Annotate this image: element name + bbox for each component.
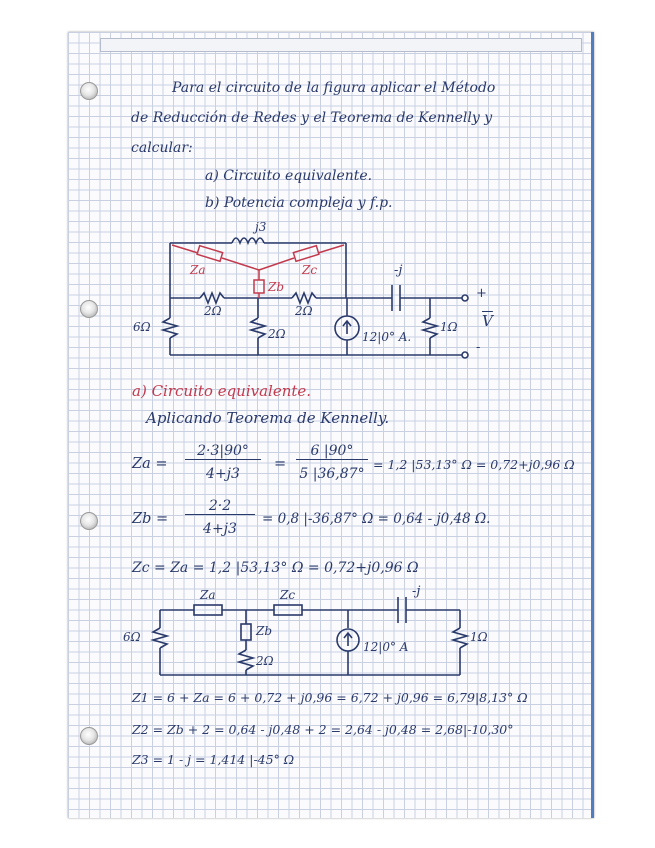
zb-label: Zb — [268, 280, 285, 294]
z1-result: Z1 = 6 + Za = 6 + 0,72 + j0,96 = 6,72 + j0,96 = 6,79|8,13° Ω — [132, 690, 528, 705]
problem-line-1: Para el circuito de la figura aplicar el Método — [172, 80, 496, 96]
c2-za-label: Za — [200, 588, 216, 602]
current-source-label: 12|0° A. — [362, 330, 412, 344]
za-numerator-2: 6 |90° — [296, 443, 368, 460]
c2-resistor-1-label: 1Ω — [470, 630, 488, 644]
resistor-1-label: 1Ω — [440, 320, 458, 334]
za-denominator-2: 5 |36,87° — [299, 466, 365, 482]
problem-line-2: de Reducción de Redes y el Teorema de Kennelly y — [131, 110, 493, 126]
zb-result: = 0,8 |-36,87° Ω = 0,64 - j0,48 Ω. — [262, 511, 491, 527]
za-label: Za — [190, 263, 206, 277]
voltage-plus: + — [476, 286, 487, 301]
problem-item-a: a) Circuito equivalente. — [205, 168, 373, 184]
capacitor-label: -j — [394, 263, 403, 278]
voltage-v: $\overline{V}$ — [482, 312, 493, 330]
c2-resistor-2-label: 2Ω — [256, 654, 274, 668]
c2-zc-label: Zc — [280, 588, 296, 602]
resistor-6-label: 6Ω — [133, 320, 151, 334]
resistor-2b-label: 2Ω — [268, 327, 286, 341]
z3-result: Z3 = 1 - j = 1,414 |-45° Ω — [132, 752, 295, 767]
zc-label: Zc — [302, 263, 318, 277]
solution-title: a) Circuito equivalente. — [132, 382, 312, 400]
za-lhs: Za = — [132, 456, 168, 472]
zb-numerator: 2·2 — [185, 498, 255, 515]
c2-zb-label: Zb — [256, 624, 273, 638]
zb-lhs: Zb = — [132, 511, 169, 527]
solution-subtitle: Aplicando Teorema de Kennelly. — [146, 409, 390, 427]
problem-item-b: b) Potencia compleja y f.p. — [205, 195, 393, 211]
zb-denominator: 4+j3 — [203, 521, 237, 537]
za-result: = 1,2 |53,13° Ω = 0,72+j0,96 Ω — [373, 457, 575, 472]
c2-current-source-label: 12|0° A — [363, 640, 409, 654]
inductor-label: j3 — [255, 220, 267, 234]
resistor-2a-label: 2Ω — [204, 304, 222, 318]
c2-resistor-6-label: 6Ω — [123, 630, 141, 644]
za-equals: = — [274, 456, 287, 472]
c2-capacitor-label: -j — [412, 584, 421, 599]
za-denominator: 4+j3 — [206, 466, 240, 482]
voltage-minus: - — [476, 340, 481, 355]
zc-line: Zc = Za = 1,2 |53,13° Ω = 0,72+j0,96 Ω — [132, 560, 419, 576]
resistor-2c-label: 2Ω — [295, 304, 313, 318]
za-numerator: 2·3|90° — [185, 443, 261, 460]
problem-line-3: calcular: — [131, 140, 193, 156]
z2-result: Z2 = Zb + 2 = 0,64 - j0,48 + 2 = 2,64 - j0,48 = 2,68|-10,30° — [132, 722, 514, 737]
